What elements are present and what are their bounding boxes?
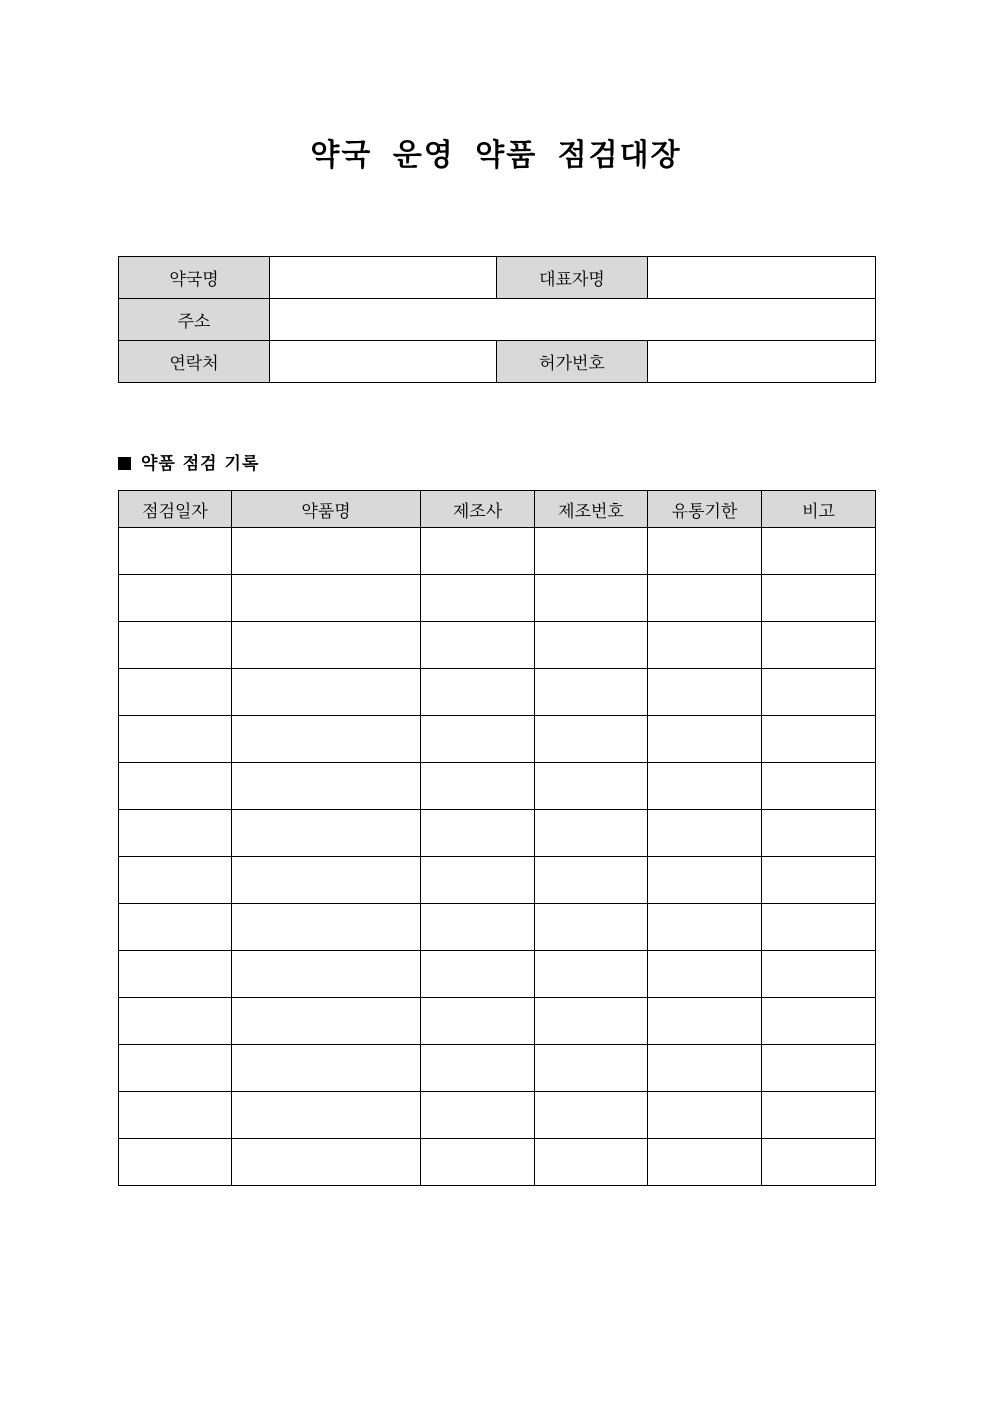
manufacturer-cell[interactable]: [421, 575, 535, 622]
remarks-cell[interactable]: [762, 857, 876, 904]
manufacturer-cell[interactable]: [421, 622, 535, 669]
lot-number-cell[interactable]: [535, 528, 648, 575]
manufacturer-cell[interactable]: [421, 1045, 535, 1092]
drug-name-cell[interactable]: [232, 998, 421, 1045]
license-label: 허가번호: [497, 341, 648, 383]
column-header-remarks: 비고: [762, 491, 876, 528]
table-row: [119, 622, 876, 669]
column-header-expiry-date: 유통기한: [648, 491, 762, 528]
drug-name-cell[interactable]: [232, 951, 421, 998]
lot-number-cell[interactable]: [535, 763, 648, 810]
table-row: [119, 951, 876, 998]
license-field[interactable]: [648, 341, 876, 383]
manufacturer-cell[interactable]: [421, 763, 535, 810]
inspection-records-table: [118, 490, 876, 1186]
info-row-contact: [119, 341, 876, 383]
contact-field[interactable]: [270, 341, 497, 383]
manufacturer-cell[interactable]: [421, 669, 535, 716]
inspection-date-cell[interactable]: [119, 669, 232, 716]
lot-number-cell[interactable]: [535, 1092, 648, 1139]
remarks-cell[interactable]: [762, 951, 876, 998]
lot-number-cell[interactable]: [535, 1139, 648, 1186]
expiry-date-cell[interactable]: [648, 857, 762, 904]
remarks-cell[interactable]: [762, 622, 876, 669]
drug-name-cell[interactable]: [232, 763, 421, 810]
inspection-date-cell[interactable]: [119, 763, 232, 810]
drug-name-cell[interactable]: [232, 575, 421, 622]
inspection-date-cell[interactable]: [119, 716, 232, 763]
manufacturer-cell[interactable]: [421, 998, 535, 1045]
remarks-cell[interactable]: [762, 998, 876, 1045]
expiry-date-cell[interactable]: [648, 622, 762, 669]
expiry-date-cell[interactable]: [648, 810, 762, 857]
drug-name-cell[interactable]: [232, 1092, 421, 1139]
inspection-date-cell[interactable]: [119, 528, 232, 575]
records-heading-text: 약품 점검 기록: [141, 454, 260, 474]
address-field[interactable]: [270, 299, 876, 341]
drug-name-cell[interactable]: [232, 716, 421, 763]
expiry-date-cell[interactable]: [648, 998, 762, 1045]
representative-field[interactable]: [648, 257, 876, 299]
manufacturer-cell[interactable]: [421, 904, 535, 951]
inspection-date-cell[interactable]: [119, 810, 232, 857]
address-label: 주소: [119, 299, 270, 341]
remarks-cell[interactable]: [762, 669, 876, 716]
table-row: [119, 669, 876, 716]
lot-number-cell[interactable]: [535, 904, 648, 951]
lot-number-cell[interactable]: [535, 857, 648, 904]
inspection-date-cell[interactable]: [119, 1092, 232, 1139]
table-row: [119, 904, 876, 951]
table-row: [119, 763, 876, 810]
inspection-date-cell[interactable]: [119, 904, 232, 951]
table-row: [119, 1092, 876, 1139]
inspection-date-cell[interactable]: [119, 575, 232, 622]
remarks-cell[interactable]: [762, 1045, 876, 1092]
table-row: [119, 810, 876, 857]
column-header-inspection-date: 점검일자: [119, 491, 232, 528]
manufacturer-cell[interactable]: [421, 1139, 535, 1186]
expiry-date-cell[interactable]: [648, 716, 762, 763]
expiry-date-cell[interactable]: [648, 1139, 762, 1186]
remarks-cell[interactable]: [762, 528, 876, 575]
info-row-address: [119, 299, 876, 341]
manufacturer-cell[interactable]: [421, 810, 535, 857]
remarks-cell[interactable]: [762, 763, 876, 810]
expiry-date-cell[interactable]: [648, 951, 762, 998]
drug-name-cell[interactable]: [232, 1139, 421, 1186]
inspection-date-cell[interactable]: [119, 622, 232, 669]
lot-number-cell[interactable]: [535, 1045, 648, 1092]
records-section-heading: [118, 452, 259, 476]
black-square-icon: [118, 457, 131, 470]
lot-number-cell[interactable]: [535, 951, 648, 998]
manufacturer-cell[interactable]: [421, 951, 535, 998]
inspection-date-cell[interactable]: [119, 857, 232, 904]
table-row: [119, 575, 876, 622]
expiry-date-cell[interactable]: [648, 1045, 762, 1092]
column-header-drug-name: 약품명: [232, 491, 421, 528]
representative-label: 대표자명: [497, 257, 648, 299]
table-row: [119, 1045, 876, 1092]
lot-number-cell[interactable]: [535, 669, 648, 716]
drug-name-cell[interactable]: [232, 528, 421, 575]
drug-name-cell[interactable]: [232, 904, 421, 951]
drug-name-cell[interactable]: [232, 810, 421, 857]
column-header-manufacturer: 제조사: [421, 491, 535, 528]
expiry-date-cell[interactable]: [648, 669, 762, 716]
table-row: [119, 857, 876, 904]
remarks-cell[interactable]: [762, 904, 876, 951]
drug-name-cell[interactable]: [232, 1045, 421, 1092]
remarks-cell[interactable]: [762, 1092, 876, 1139]
remarks-cell[interactable]: [762, 716, 876, 763]
manufacturer-cell[interactable]: [421, 1092, 535, 1139]
expiry-date-cell[interactable]: [648, 528, 762, 575]
remarks-cell[interactable]: [762, 1139, 876, 1186]
column-header-lot-number: 제조번호: [535, 491, 648, 528]
table-row: [119, 1139, 876, 1186]
inspection-date-cell[interactable]: [119, 951, 232, 998]
inspection-date-cell[interactable]: [119, 1139, 232, 1186]
drug-name-cell[interactable]: [232, 857, 421, 904]
expiry-date-cell[interactable]: [648, 575, 762, 622]
lot-number-cell[interactable]: [535, 575, 648, 622]
table-row: [119, 998, 876, 1045]
table-row: [119, 528, 876, 575]
table-header-row: [119, 491, 876, 528]
lot-number-cell[interactable]: [535, 622, 648, 669]
expiry-date-cell[interactable]: [648, 763, 762, 810]
manufacturer-cell[interactable]: [421, 528, 535, 575]
lot-number-cell[interactable]: [535, 998, 648, 1045]
manufacturer-cell[interactable]: [421, 857, 535, 904]
drug-name-cell[interactable]: [232, 622, 421, 669]
pharmacy-name-label: 약국명: [119, 257, 270, 299]
expiry-date-cell[interactable]: [648, 1092, 762, 1139]
remarks-cell[interactable]: [762, 810, 876, 857]
pharmacy-info-table: [118, 256, 876, 383]
lot-number-cell[interactable]: [535, 810, 648, 857]
contact-label: 연락처: [119, 341, 270, 383]
expiry-date-cell[interactable]: [648, 904, 762, 951]
info-row-name: [119, 257, 876, 299]
manufacturer-cell[interactable]: [421, 716, 535, 763]
inspection-date-cell[interactable]: [119, 1045, 232, 1092]
drug-name-cell[interactable]: [232, 669, 421, 716]
remarks-cell[interactable]: [762, 575, 876, 622]
pharmacy-name-field[interactable]: [270, 257, 497, 299]
inspection-date-cell[interactable]: [119, 998, 232, 1045]
lot-number-cell[interactable]: [535, 716, 648, 763]
table-row: [119, 716, 876, 763]
page-title: 약국 운영 약품 점검대장: [310, 138, 682, 173]
